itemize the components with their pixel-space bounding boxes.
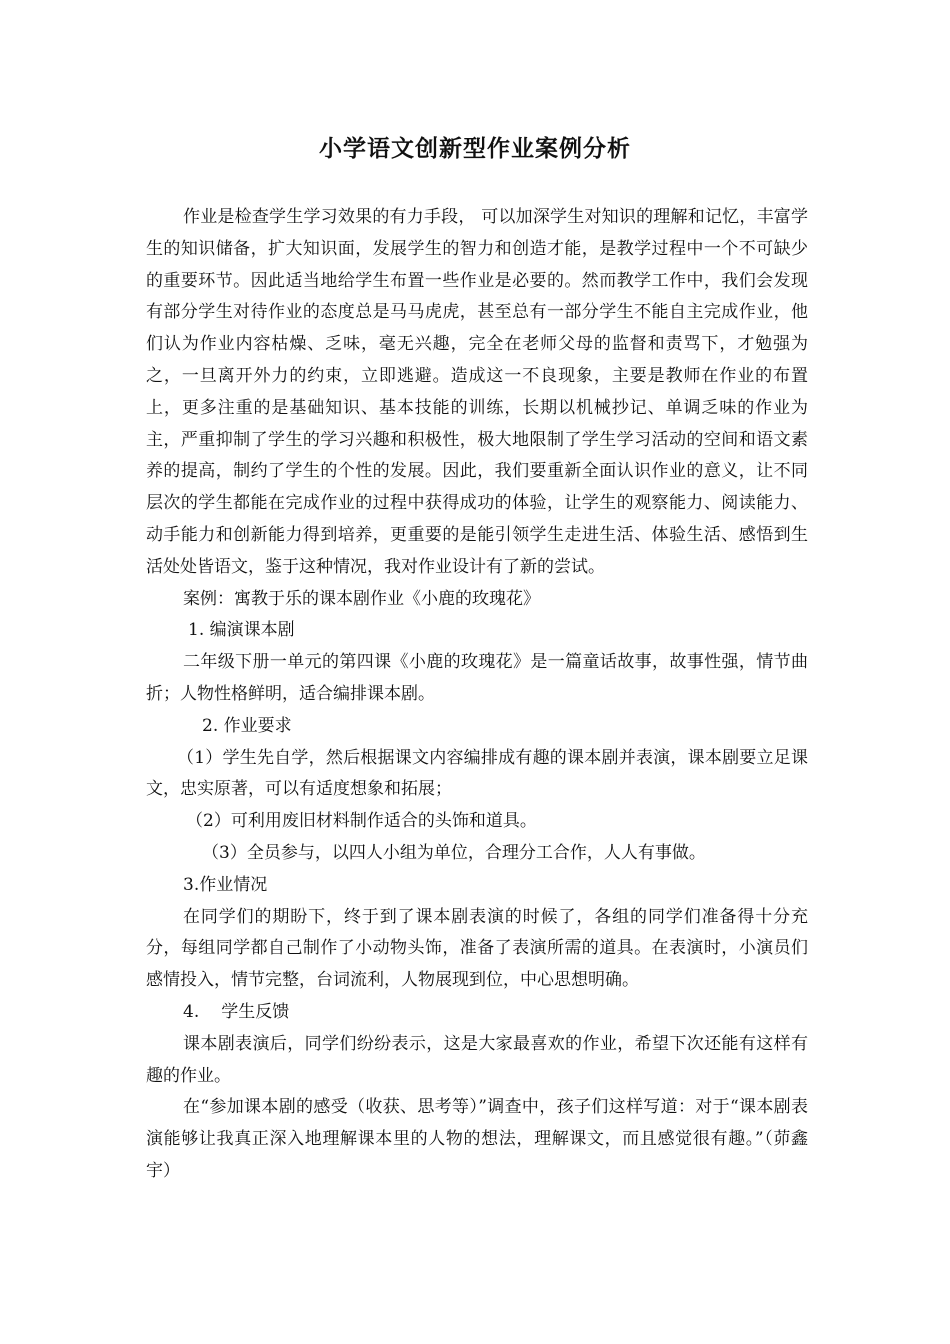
requirement-3: （3）全员参与，以四人小组为单位，合理分工合作，人人有事做。 xyxy=(202,842,706,863)
intro-paragraph: 作业是检查学生学习效果的有力手段， 可以加深学生对知识的理解和记忆，丰富学生的知识储备，扩大知识面，发展学生的智力和创造才能，是教学过程中一个不可缺少的重要环节。因此适当地给学生布置一些作业是必要的。然而教学工作中，我们会发现有部分学生对待作业的态度总是马马虎虎，甚至总有一部分学生不能自主完成作业，他们认为作业内容枯燥、乏味，毫无兴趣，完全在老师父母的监督和责骂下，才勉强为之，一旦离开外力的约束，立即逃避。造成这一不良现象，主要是教师在作业的布置上，更多注重的是基础知识、基本技能的训练，长期以机械抄记、单调乏味的作业为主，严重抑制了学生的学习兴趣和积极性，极大地限制了学生学习活动的空间和语文素养的提高，制约了学生的个性的发展。因此，我们要重新全面认识作业的意义，让不同层次的学生都能在完成作业的过程中获得成功的体验，让学生的观察能力、阅读能力、动手能力和创新能力得到培养，更重要的是能引领学生走进生活、体验生活、感悟到生活处处皆语文，鉴于这种情况，我对作业设计有了新的尝试。 xyxy=(146,207,808,577)
section-heading-4 xyxy=(146,997,808,1029)
feedback-paragraph-1: 课本剧表演后，同学们纷纷表示，这是大家最喜欢的作业，希望下次还能有这样有趣的作业。 xyxy=(146,1033,808,1086)
section-heading-2: 2. 作业要求 xyxy=(202,715,292,736)
section-3-paragraph: 在同学们的期盼下，终于到了课本剧表演的时候了，各组的同学们准备得十分充分，每组同学都自己制作了小动物头饰，准备了表演所需的道具。在表演时，小演员们感情投入，情节完整，台词流利，人物展现到位，中心思想明确。 xyxy=(146,906,808,991)
feedback-paragraph-2: 在“参加课本剧的感受（收获、思考等）”调查中，孩子们这样写道：对于“课本剧表演能够让我真正深入地理解课本里的人物的想法，理解课文，而且感觉很有趣。”（茆鑫宇） xyxy=(146,1097,808,1181)
document-body xyxy=(146,202,808,1188)
section-1-paragraph: 二年级下册一单元的第四课《小鹿的玫瑰花》是一篇童话故事，故事性强，情节曲折；人物性格鲜明，适合编排课本剧。 xyxy=(146,652,808,704)
section-heading-3: 3.作业情况 xyxy=(183,874,268,895)
requirement-2: （2）可利用废旧材料制作适合的头饰和道具。 xyxy=(186,811,537,832)
page-title: 小学语文创新型作业案例分析 xyxy=(319,136,631,162)
section-heading-4-label: 学生反馈 xyxy=(221,1001,290,1022)
requirement-1: （1）学生先自学，然后根据课文内容编排成有趣的课本剧并表演，课本剧要立足课文，忠实原著，可以有适度想象和拓展； xyxy=(146,747,808,800)
section-heading-1: 1. 编演课本剧 xyxy=(188,620,295,641)
section-heading-4-number: 4. xyxy=(183,1001,200,1022)
case-title: 案例：寓教于乐的课本剧作业《小鹿的玫瑰花》 xyxy=(183,588,540,609)
